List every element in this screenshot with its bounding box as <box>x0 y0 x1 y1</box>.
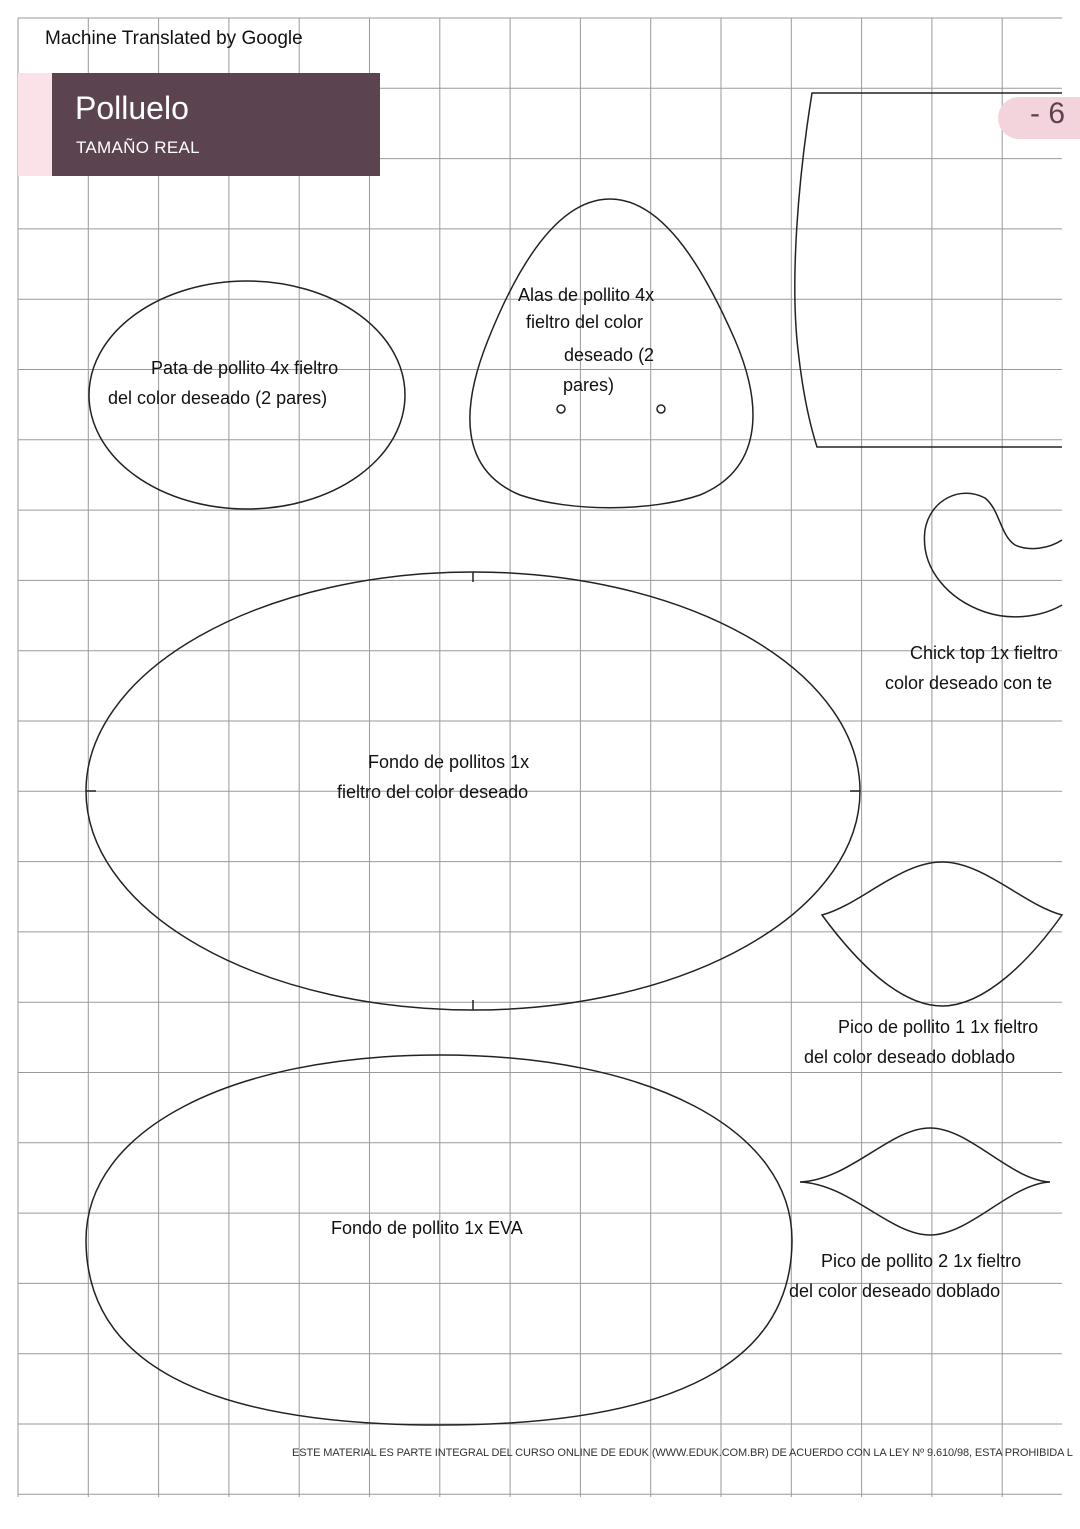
fondo-fieltro-label-line1: Fondo de pollitos 1x <box>368 752 530 772</box>
alas-label-line2: fieltro del color <box>526 312 644 332</box>
pico2-outline <box>800 1128 1050 1235</box>
page-title: Polluelo <box>75 90 189 126</box>
alas-mark-right <box>657 405 665 413</box>
fondo-fieltro-label-line2: fieltro del color deseado <box>337 782 529 802</box>
pico1-outline <box>822 862 1062 1006</box>
pico1-label-line1: Pico de pollito 1 1x fieltro <box>838 1017 1039 1037</box>
chick-top-outline <box>795 93 1062 447</box>
pico2-label-line2: del color deseado doblado <box>789 1281 1001 1301</box>
page-number: - 6 <box>1030 97 1066 130</box>
pico1-label-line2: del color deseado doblado <box>804 1047 1016 1067</box>
pico2-label-line1: Pico de pollito 2 1x fieltro <box>821 1251 1022 1271</box>
title-box <box>18 73 380 176</box>
chick-top-label-line2: color deseado con te <box>885 673 1053 693</box>
page-subtitle: TAMAÑO REAL <box>76 138 200 157</box>
alas-label-line4: pares) <box>563 375 615 395</box>
title-accent-bar <box>18 73 52 176</box>
curl-outline <box>924 493 1062 617</box>
alas-mark-left <box>557 405 565 413</box>
fondo-eva-label: Fondo de pollito 1x EVA <box>331 1218 523 1238</box>
pata-label-line2: del color deseado (2 pares) <box>108 388 328 408</box>
pata-label-line1: Pata de pollito 4x fieltro <box>151 358 339 378</box>
machine-translated-banner: Machine Translated by Google <box>45 28 303 49</box>
footer-legal-text: ESTE MATERIAL ES PARTE INTEGRAL DEL CURSO ONLINE DE EDUK (WWW.EDUK.COM.BR) DE ACUERDO CON LA LEY Nº 9.610/98, ESTA PROHIBIDA L <box>292 1447 1073 1459</box>
alas-label-line3: deseado (2 <box>564 345 655 365</box>
chick-top-label-line1: Chick top 1x fieltro <box>910 643 1059 663</box>
alas-label-line1: Alas de pollito 4x <box>518 285 655 305</box>
